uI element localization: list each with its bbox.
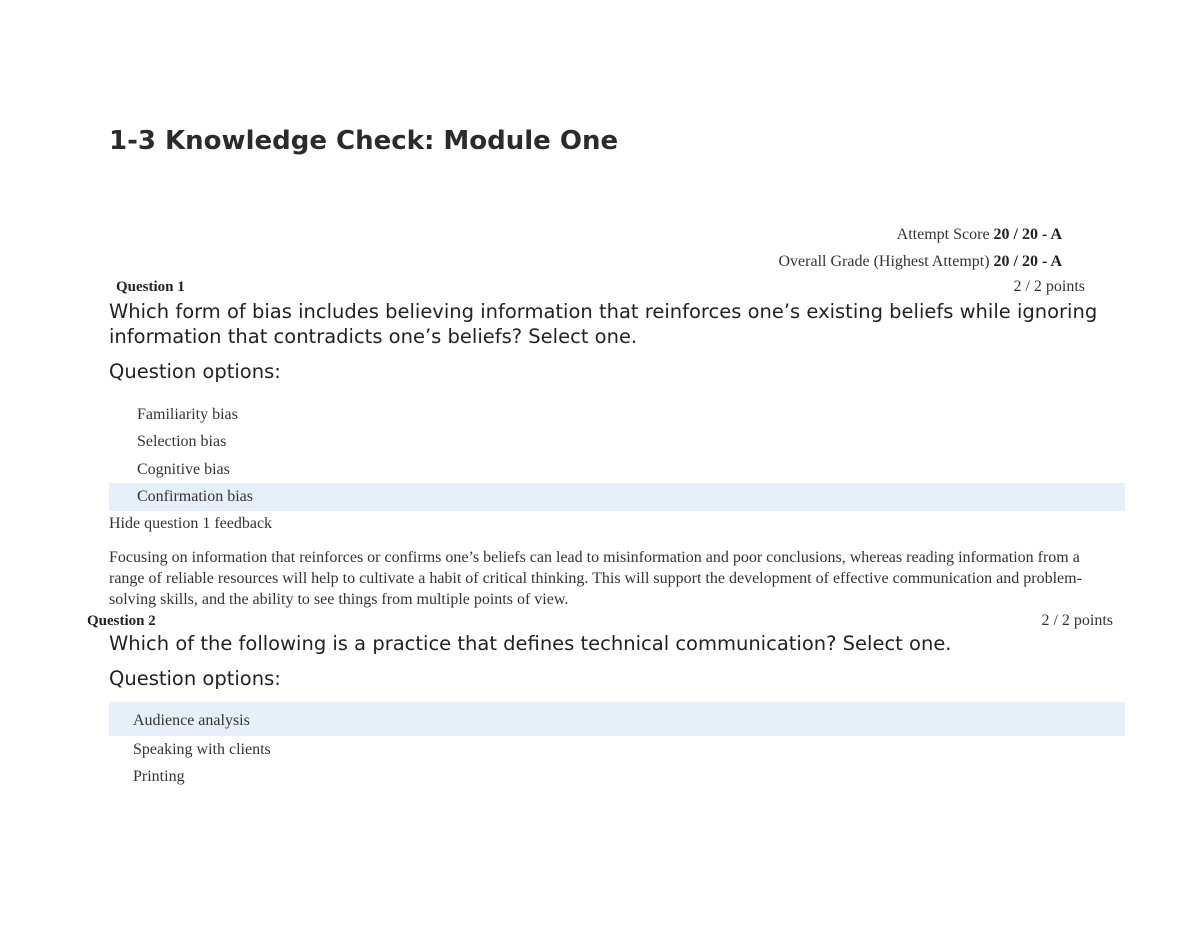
question-2-option-speaking-with-clients[interactable]: Speaking with clients [133,741,271,758]
question-1-option-cognitive-bias[interactable]: Cognitive bias [137,461,230,478]
question-2-label: Question 2 [87,613,156,629]
question-1-option-familiarity-bias[interactable]: Familiarity bias [137,406,238,423]
question-2-option-printing[interactable]: Printing [133,768,185,785]
question-1-feedback: Focusing on information that reinforces or confirms one’s beliefs can lead to misinformation and poor conclusions, whereas reading information from a range of reliable resources will help to cultivate a habit of critical thinking. This will support the development of effective communication and problem-solving skills, and the ability to see things from multiple points of view. [109,549,1082,608]
question-2-points: 2 / 2 points [1041,612,1113,629]
hide-feedback-link[interactable]: Hide question 1 feedback [109,515,273,532]
question-1-points: 2 / 2 points [1013,278,1085,295]
question-2-options-label: Question options: [109,667,281,690]
attempt-score-label: Attempt Score [896,226,990,243]
attempt-score-value: 20 / 20 - A [993,226,1062,243]
question-1-option-selection-bias[interactable]: Selection bias [137,433,227,450]
question-1-options-label: Question options: [109,360,281,383]
question-1-option-confirmation-bias[interactable]: Confirmation bias [109,483,1125,511]
page-title: 1-3 Knowledge Check: Module One [109,126,619,156]
overall-grade-label: Overall Grade (Highest Attempt) [778,253,990,270]
question-1-label: Question 1 [116,279,185,295]
question-2-text: Which of the following is a practice that defines technical communication? Select one. [109,632,952,655]
overall-grade [779,252,1063,272]
question-2-option-audience-analysis[interactable]: Audience analysis [109,702,1125,736]
attempt-score [897,225,1062,245]
overall-grade-value: 20 / 20 - A [993,253,1062,270]
question-1-text: Which form of bias includes believing information that reinforces one’s existing beliefs while ignoring information that contradicts one’s beliefs? Select one. [109,300,1098,348]
